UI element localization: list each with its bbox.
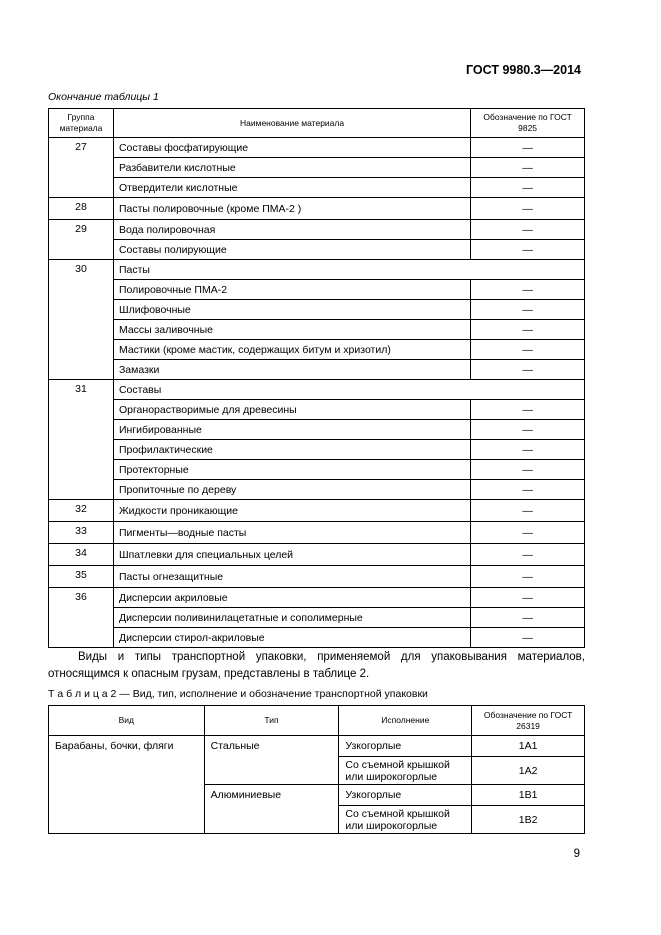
group-cell: 34 <box>49 544 114 566</box>
designation-cell: — <box>471 522 585 544</box>
header-kind: Вид <box>49 706 205 736</box>
execution-cell: Узкогорлые <box>339 785 472 806</box>
table-row <box>49 522 585 544</box>
designation-cell: 1A1 <box>472 736 585 757</box>
table-row <box>49 500 585 522</box>
designation-cell: — <box>471 608 585 628</box>
table-row <box>49 360 585 380</box>
designation-cell: — <box>471 420 585 440</box>
material-name-cell: Составы фосфатирующие <box>113 138 470 158</box>
header-designation: Обозначение по ГОСТ 26319 <box>472 706 585 736</box>
header-execution: Исполнение <box>339 706 472 736</box>
group-cell: 33 <box>49 522 114 544</box>
table2-caption: Т а б л и ц а 2 — Вид, тип, исполнение и обозначение транспортной упаковки <box>48 688 428 700</box>
group-cell: 35 <box>49 566 114 588</box>
designation-cell: — <box>471 500 585 522</box>
packaging-table <box>48 705 585 834</box>
designation-cell: — <box>471 158 585 178</box>
table-row <box>49 440 585 460</box>
table-header-row <box>49 109 585 138</box>
material-name-cell: Шпатлевки для специальных целей <box>113 544 470 566</box>
material-name-cell: Ингибированные <box>113 420 470 440</box>
designation-cell: — <box>471 240 585 260</box>
group-cell: 31 <box>49 380 114 500</box>
designation-cell: — <box>471 440 585 460</box>
group-cell: 32 <box>49 500 114 522</box>
material-name-cell: Пасты <box>113 260 584 280</box>
header-type: Тип <box>204 706 339 736</box>
table-row <box>49 138 585 158</box>
designation-cell: — <box>471 400 585 420</box>
table-row <box>49 220 585 240</box>
designation-cell: — <box>471 138 585 158</box>
table-row <box>49 260 585 280</box>
table-row <box>49 198 585 220</box>
material-name-cell: Полировочные ПМА-2 <box>113 280 470 300</box>
table-row <box>49 420 585 440</box>
page-number: 9 <box>573 848 580 860</box>
header-designation: Обозначение по ГОСТ 9825 <box>471 109 585 138</box>
designation-cell: — <box>471 280 585 300</box>
execution-cell: Со съемной крышкой или широкогорлые <box>339 757 472 785</box>
table-row <box>49 460 585 480</box>
group-cell: 30 <box>49 260 114 380</box>
table-row <box>49 300 585 320</box>
designation-cell: — <box>471 628 585 648</box>
designation-cell: — <box>471 320 585 340</box>
material-name-cell: Дисперсии акриловые <box>113 588 470 608</box>
table-row <box>49 628 585 648</box>
material-name-cell: Пигменты—водные пасты <box>113 522 470 544</box>
designation-cell: — <box>471 480 585 500</box>
designation-cell: — <box>471 544 585 566</box>
material-name-cell: Массы заливочные <box>113 320 470 340</box>
table-row <box>49 588 585 608</box>
table-row <box>49 480 585 500</box>
designation-cell: — <box>471 340 585 360</box>
header-name: Наименование материала <box>113 109 470 138</box>
materials-table <box>48 108 585 648</box>
table-header-row <box>49 706 585 736</box>
material-name-cell: Отвердители кислотные <box>113 178 470 198</box>
material-name-cell: Пропиточные по дереву <box>113 480 470 500</box>
table-row <box>49 736 585 757</box>
header-group: Группа материала <box>49 109 114 138</box>
material-name-cell: Составы полирующие <box>113 240 470 260</box>
group-cell: 27 <box>49 138 114 198</box>
table-row <box>49 280 585 300</box>
table-row <box>49 178 585 198</box>
material-name-cell: Жидкости проникающие <box>113 500 470 522</box>
designation-cell: — <box>471 300 585 320</box>
execution-cell: Узкогорлые <box>339 736 472 757</box>
designation-cell: — <box>471 178 585 198</box>
group-cell: 29 <box>49 220 114 260</box>
kind-cell: Барабаны, бочки, фляги <box>49 736 205 834</box>
material-name-cell: Вода полировочная <box>113 220 470 240</box>
material-name-cell: Замазки <box>113 360 470 380</box>
group-cell: 36 <box>49 588 114 648</box>
type-cell: Алюминиевые <box>204 785 339 834</box>
type-cell: Стальные <box>204 736 339 785</box>
material-name-cell: Профилактические <box>113 440 470 460</box>
material-name-cell: Мастики (кроме мастик, содержащих битум и хризотил) <box>113 340 470 360</box>
body-paragraph: Виды и типы транспортной упаковки, применяемой для упаковывания материалов, относящимся к опасным грузам, представлены в таблице 2. <box>48 651 585 680</box>
table-row <box>49 400 585 420</box>
table-row <box>49 544 585 566</box>
designation-cell: 1B2 <box>472 806 585 834</box>
table-row <box>49 566 585 588</box>
material-name-cell: Органорастворимые для древесины <box>113 400 470 420</box>
material-name-cell: Разбавители кислотные <box>113 158 470 178</box>
material-name-cell: Пасты огнезащитные <box>113 566 470 588</box>
designation-cell: — <box>471 220 585 240</box>
standard-code: ГОСТ 9980.3—2014 <box>465 63 581 77</box>
execution-cell: Со съемной крышкой или широкогорлые <box>339 806 472 834</box>
table-row <box>49 340 585 360</box>
designation-cell: — <box>471 198 585 220</box>
designation-cell: — <box>471 360 585 380</box>
designation-cell: 1B1 <box>472 785 585 806</box>
table-row <box>49 320 585 340</box>
designation-cell: — <box>471 588 585 608</box>
material-name-cell: Шлифовочные <box>113 300 470 320</box>
table-row <box>49 380 585 400</box>
material-name-cell: Составы <box>113 380 584 400</box>
designation-cell: — <box>471 460 585 480</box>
table-row <box>49 608 585 628</box>
material-name-cell: Протекторные <box>113 460 470 480</box>
table-row <box>49 158 585 178</box>
material-name-cell: Дисперсии поливинилацетатные и сополимерные <box>113 608 470 628</box>
material-name-cell: Пасты полировочные (кроме ПМА-2 ) <box>113 198 470 220</box>
table-row <box>49 240 585 260</box>
table1-caption: Окончание таблицы 1 <box>48 91 159 103</box>
group-cell: 28 <box>49 198 114 220</box>
designation-cell: — <box>471 566 585 588</box>
material-name-cell: Дисперсии стирол-акриловые <box>113 628 470 648</box>
designation-cell: 1A2 <box>472 757 585 785</box>
